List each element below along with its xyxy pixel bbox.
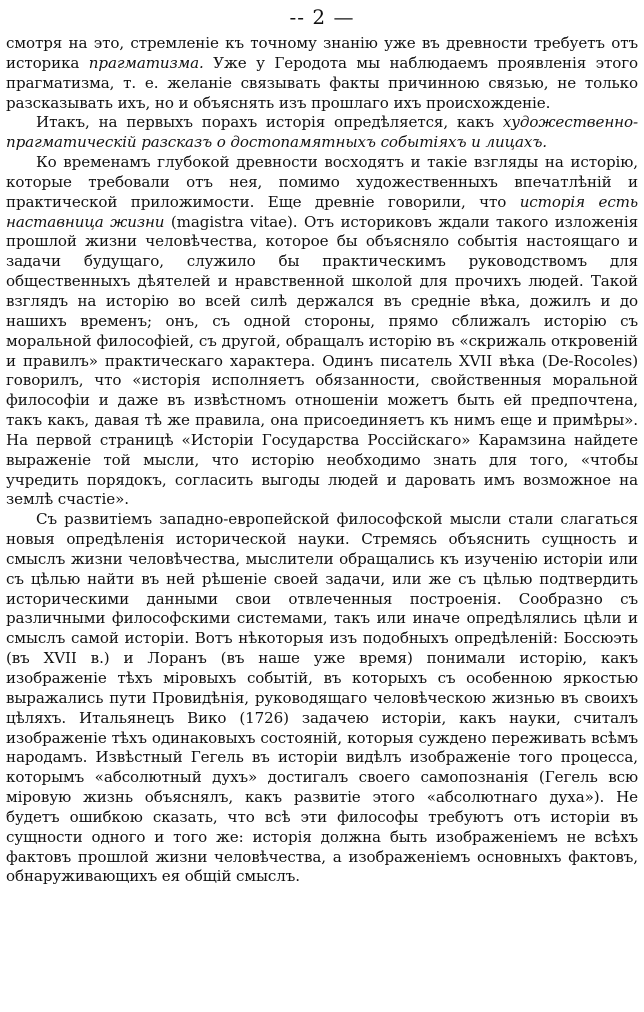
paragraph-magistra-vitae — [6, 153, 638, 510]
text-run: Ко временамъ глубокой древности восходятъ и такіе взгляды на исторію, которые требовали отъ нея, помимо художественныхъ впечатлѣній и практической приложимости. Еще древніе говорили, что — [6, 153, 638, 211]
text-run: Уже у Геродота мы наблюдаемъ проявленія этого прагматизма, т. е. желаніе связывать факты причинною связью, не только разсказывать ихъ, но и объяснять изъ прошлаго ихъ происхожденіе. — [6, 53, 638, 112]
text-run: (magistra vitae). Отъ историковъ ждали такого изложенія прошлой жизни человѣчества, которое бы объясняло событія настоящаго и задачи будущаго, служило бы практическимъ руководствомъ для общественныхъ дѣятелей и нравственной школой для прочихъ людей. Такой взглядъ на исторію во всей силѣ держался въ средніе вѣка, дожилъ и до нашихъ временъ; онъ, съ одной стороны, прямо сближалъ исторію съ моральной философіей, съ другой, обращалъ исторію въ «скрижаль откровеній и правилъ» практическаго характера. Одинъ писатель XVII вѣка (De-Rocoles) говорилъ, что «исторія исполняетъ обязанности, свойственныя моральной философіи и даже въ извѣстномъ отношеніи можетъ быть ей предпочтена, такъ какъ, давая тѣ же правила, она присоединяетъ къ нимъ еще и примѣры». На первой страницѣ «Исторіи Государства Россійскаго» Карамзина найдете выраженіе той мысли, что исторію необходимо знать для того, «чтобы учредить порядокъ, согласить выгоды людей и даровать имъ возможное на землѣ счастіе». — [6, 212, 638, 509]
text-run: Съ развитіемъ западно-европейской философской мысли стали слагаться новыя опредѣленія исторической науки. Стремясь объяснить сущность и смыслъ жизни человѣчества, мыслители обращались къ изученію исторіи или съ цѣлью найти въ ней рѣшеніе своей задачи, или же съ цѣлью подтвердить историческими данными свои отвлеченныя построенія. Сообразно съ различными философскими системами, такъ или иначе опредѣлялись цѣли и смыслъ самой исторіи. Вотъ нѣкоторыя изъ подобныхъ опредѣленій: Боссюэть (въ XVII в.) и Лоранъ (въ наше уже время) понимали исторію, какъ изображеніе тѣхъ міровыхъ событій, въ которыхъ съ особенною яркостью выражались пути Провидѣнія, руководящаго человѣческою жизнью въ своихъ цѣляхъ. Итальянецъ Вико (1726) задачею исторіи, какъ науки, считалъ изображеніе тѣхъ одинаковыхъ состояній, которыя суждено переживать всѣмъ народамъ. Извѣстный Гегель въ исторіи видѣлъ изображеніе того процесса, которымъ «абсолютный духъ» достигалъ своего самопознанія (Гегель всю міровую жизнь объяснялъ, какъ развитіе этого «абсолютнаго духа»). Не будетъ ошибкою сказать, что всѣ эти философы требуютъ отъ исторіи въ сущности одного и того же: исторія должна быть изображеніемъ не всѣхъ фактовъ прошлой жизни человѣчества, а изображеніемъ основныхъ фактовъ, обнаруживающихъ ея общій смыслъ. — [6, 510, 638, 886]
page-number: -- 2 — — [289, 5, 355, 29]
text-run: смотря на это, стремленіе къ точному знанію уже въ древности требуетъ отъ историка — [6, 34, 638, 72]
paragraph-continuation — [6, 34, 638, 113]
paragraph-philosophy — [6, 510, 638, 887]
emphasized-phrase: исторія есть наставница жизни — [6, 192, 638, 231]
book-page — [6, 0, 638, 1012]
emphasized-definition: художественно-прагматическій разсказъ о достопамятныхъ событіяхъ и лицахъ. — [6, 113, 638, 152]
text-run: Итакъ, на первыхъ порахъ исторія опредѣляется, какъ — [36, 113, 503, 132]
emphasized-term: прагматизма. — [88, 53, 204, 72]
paragraph-definition — [6, 113, 638, 153]
body-text — [6, 34, 638, 887]
